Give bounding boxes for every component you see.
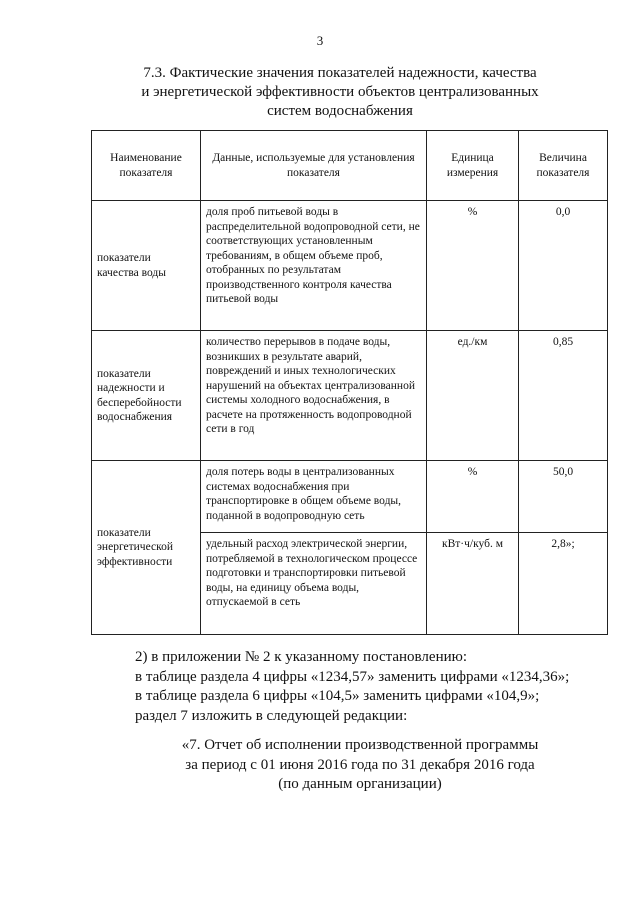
amendment-line: 2) в приложении № 2 к указанному постановлению: — [135, 649, 467, 665]
row-value: 0,0 — [519, 201, 608, 331]
row-unit: кВт·ч/куб. м — [427, 533, 519, 635]
amendment-line: в таблице раздела 4 цифры «1234,57» заменить цифрами «1234,36»; — [135, 668, 570, 685]
row-data-text: количество перерывов в подаче воды, возникших в результате аварий, повреждений и иных технологических нарушений на объектах централизованной системы холодного водоснабжения, в расчете на протяженность водопроводной сети в год — [201, 331, 427, 461]
table-row — [92, 461, 608, 533]
amendment-line: раздел 7 изложить в следующей редакции: — [135, 707, 408, 724]
row-value: 0,85 — [519, 331, 608, 461]
amendments-block — [135, 648, 605, 726]
header-indicator-name: Наименование показателя — [92, 131, 201, 201]
indicators-table — [91, 130, 608, 635]
row-unit: % — [427, 201, 519, 331]
section-title-line: систем водоснабжения — [267, 103, 413, 119]
section-title-line: 7.3. Фактические значения показателей надежности, качества — [143, 65, 537, 81]
section-title-line: и энергетической эффективности объектов централизованных — [141, 84, 539, 100]
section-title — [100, 64, 580, 121]
row-data-text: доля потерь воды в централизованных системах водоснабжения при транспортировке в общем объеме воды, поданной в водопроводную сеть — [201, 461, 427, 533]
amendment-line: в таблице раздела 6 цифры «104,5» заменить цифрами «104,9»; — [135, 688, 540, 704]
row-data-text: удельный расход электрической энергии, потребляемой в технологическом процессе подготовки и транспортировки питьевой воды, на единицу объема воды, отпускаемой в сеть — [201, 533, 427, 635]
group-name-energy-efficiency: показатели энергетической эффективности — [92, 461, 201, 635]
report-heading-line: (по данным организации) — [278, 776, 442, 792]
report-heading-line: за период с 01 июня 2016 года по 31 декабря 2016 года — [185, 756, 535, 773]
row-data-text: доля проб питьевой воды в распределительной водопроводной сети, не соответствующих установленным требованиям, в общем объеме проб, отобранных по результатам производственного контроля качества питьевой воды — [201, 201, 427, 331]
report-heading — [120, 736, 600, 795]
header-source-data: Данные, используемые для установления показателя — [201, 131, 427, 201]
row-unit: % — [427, 461, 519, 533]
header-value: Величина показателя — [519, 131, 608, 201]
row-value: 50,0 — [519, 461, 608, 533]
report-heading-line: «7. Отчет об исполнении производственной программы — [181, 737, 539, 753]
header-unit: Единица измерения — [427, 131, 519, 201]
table-row — [92, 331, 608, 461]
row-value: 2,8»; — [519, 533, 608, 635]
group-name-water-quality: показатели качества воды — [92, 201, 201, 331]
table-row — [92, 201, 608, 331]
group-name-reliability: показатели надежности и бесперебойности водоснабжения — [92, 331, 201, 461]
row-unit: ед./км — [427, 331, 519, 461]
page-number: 3 — [316, 33, 324, 48]
